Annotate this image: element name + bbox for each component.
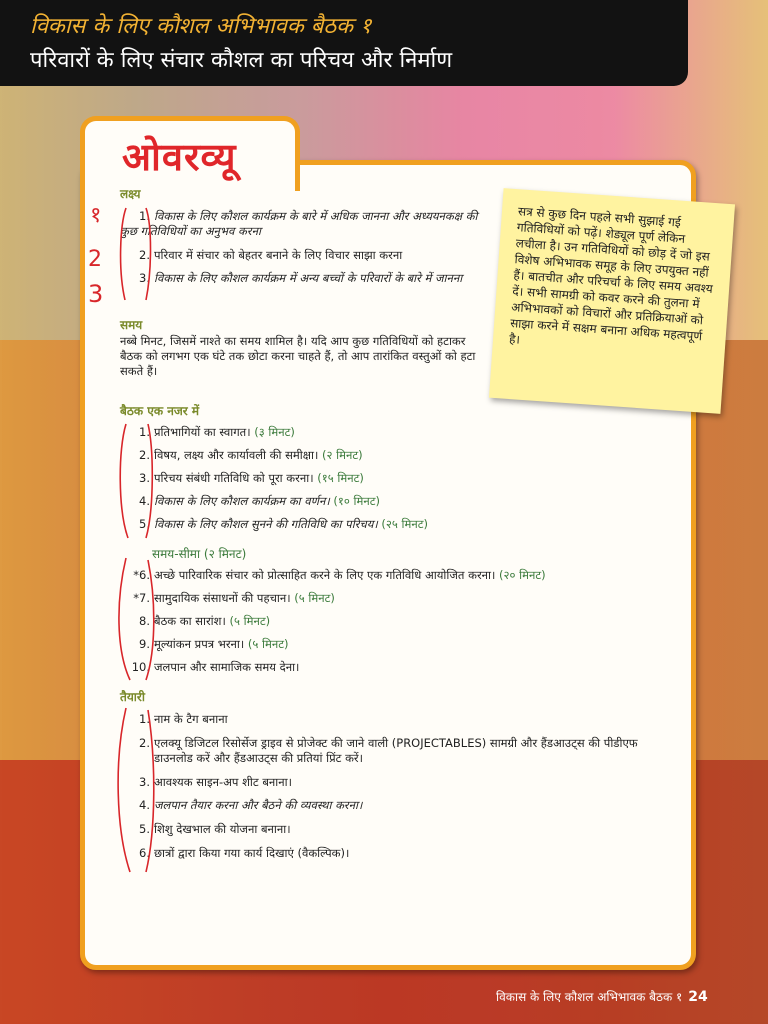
- agenda-duration: (२० मिनट): [499, 568, 546, 582]
- prep-text: एलक्यू डिजिटल रिसोर्सेज ड्राइव से प्रोजेक्ट की जाने वाली (PROJECTABLES) सामग्री और हैंडआउट्स की पीडीएफ डाउनलोड करें और हैंडआउट्स की प्रतियां प्रिंट करें।: [154, 736, 638, 765]
- agenda-item: [120, 494, 640, 509]
- agenda-number: 4.: [139, 494, 150, 508]
- goals-heading: लक्ष्य: [120, 187, 141, 201]
- prep-text: आवश्यक साइन-अप शीट बनाना।: [154, 775, 292, 789]
- prep-number: 2.: [139, 736, 150, 750]
- time-heading: समय: [120, 318, 143, 332]
- prep-text: शिशु देखभाल की योजना बनाना।: [154, 822, 291, 836]
- agenda-number: 9.: [139, 637, 150, 651]
- agenda-item: [120, 471, 640, 486]
- agenda-duration: (५ मिनट): [294, 591, 335, 605]
- agenda-item: [120, 448, 640, 463]
- agenda-duration: (२५ मिनट): [381, 517, 429, 531]
- agenda-number: *7.: [133, 591, 150, 605]
- agenda-duration: (५ मिनट): [229, 614, 271, 628]
- agenda-text: विषय, लक्ष्य और कार्यावली की समीक्षा।: [154, 448, 319, 462]
- agenda-duration: (३ मिनट): [254, 425, 295, 439]
- agenda-number: 10.: [131, 660, 150, 674]
- agenda-number: *6.: [133, 568, 150, 582]
- page-footer: [496, 988, 708, 1005]
- goal-text: परिवार में संचार को बेहतर बनाने के लिए विचार साझा करना: [154, 248, 403, 262]
- handwritten-number: १: [90, 203, 102, 228]
- agenda-duration: (१० मिनट): [333, 494, 381, 508]
- prep-item: [120, 798, 640, 813]
- prep-item: [120, 712, 640, 727]
- goal-number: 1.: [139, 209, 150, 223]
- agenda-text: मूल्यांकन प्रपत्र भरना।: [154, 637, 245, 651]
- footer-title: विकास के लिए कौशल अभिभावक बैठक १: [496, 990, 683, 1004]
- prep-heading: तैयारी: [120, 690, 145, 704]
- agenda-text: प्रतिभागियों का स्वागत।: [154, 425, 251, 439]
- series-title: विकास के लिए कौशल अभिभावक बैठक १: [30, 14, 372, 39]
- prep-number: 3.: [139, 775, 150, 789]
- prep-number: 4.: [139, 798, 150, 812]
- agenda-number: 3.: [139, 471, 150, 485]
- header-bar: [0, 0, 688, 86]
- goal-text: विकास के लिए कौशल कार्यक्रम में अन्य बच्चों के परिवारों के बारे में जानना: [154, 271, 463, 285]
- goal-item: [120, 209, 480, 239]
- agenda-number: 8.: [139, 614, 150, 628]
- prep-item: [120, 846, 640, 861]
- agenda-item: [120, 568, 640, 583]
- prep-number: 6.: [139, 846, 150, 860]
- agenda-item: [120, 591, 640, 606]
- goal-number: 2.: [139, 248, 150, 262]
- agenda-duration: (२ मिनट): [321, 448, 363, 462]
- handwritten-number: 2: [88, 247, 102, 272]
- sticky-note: सत्र से कुछ दिन पहले सभी सुझाई गई गतिविधियों को पढ़ें। शेड्यूल पूर्ण लेकिन लचीला है। उन गतिविधियों को छोड़ दें जो इस विशेष अभिभावक समूह के लिए उपयुक्त नहीं हैं। बातचीत और परिचर्चा के लिए समय अवश्य दें। सभी सामग्री को कवर करने की तुलना में अभिभावकों को विचारों और प्रतिक्रियाओं को साझा करने में सक्षम बनाना अधिक महत्वपूर्ण है।: [489, 188, 735, 414]
- prep-text: छात्रों द्वारा किया गया कार्य दिखाएं (वैकल्पिक)।: [154, 846, 350, 860]
- agenda-duration: (५ मिनट): [247, 637, 289, 651]
- prep-item: [120, 822, 640, 837]
- goal-item: [120, 271, 480, 286]
- agenda-item: [120, 517, 640, 532]
- prep-text: नाम के टैग बनाना: [154, 712, 228, 726]
- agenda-item: [120, 660, 640, 675]
- prep-number: 1.: [139, 712, 150, 726]
- agenda-item: [120, 637, 640, 652]
- agenda-text: जलपान और सामाजिक समय देना।: [154, 660, 300, 674]
- handwritten-number: 3: [88, 280, 104, 308]
- goal-text: विकास के लिए कौशल कार्यक्रम के बारे में अधिक जानना और अध्ययनकक्ष की कुछ गतिविधियों का अनुभव करना: [120, 209, 478, 238]
- time-paragraph: नब्बे मिनट, जिसमें नाश्ते का समय शामिल है। यदि आप कुछ गतिविधियों को हटाकर बैठक को लगभग एक घंटे तक छोटा करना चाहते हैं, तो आप तारांकित वस्तुओं को हटा सकते हैं।: [120, 334, 476, 378]
- meeting-subtitle: परिवारों के लिए संचार कौशल का परिचय और निर्माण: [30, 48, 453, 73]
- prep-item: [120, 775, 640, 790]
- agenda-number: 1.: [139, 425, 150, 439]
- agenda-text: सामुदायिक संसाधनों की पहचान।: [154, 591, 291, 605]
- page-title: ओवरव्यू: [122, 135, 237, 179]
- agenda-duration: (१५ मिनट): [317, 471, 364, 485]
- timebox-label: समय-सीमा (२ मिनट): [152, 547, 247, 561]
- goal-number: 3.: [139, 271, 150, 285]
- prep-item: [120, 736, 674, 766]
- agenda-text: अच्छे पारिवारिक संचार को प्रोत्साहित करने के लिए एक गतिविधि आयोजित करना।: [154, 568, 496, 582]
- agenda-text: परिचय संबंधी गतिविधि को पूरा करना।: [154, 471, 314, 485]
- prep-text: जलपान तैयार करना और बैठने की व्यवस्था करना।: [154, 798, 363, 812]
- goal-item: [120, 248, 480, 263]
- agenda-number: 5.: [139, 517, 150, 531]
- agenda-text: विकास के लिए कौशल कार्यक्रम का वर्णन।: [154, 494, 330, 508]
- agenda-text: विकास के लिए कौशल सुनने की गतिविधि का परिचय।: [154, 517, 378, 531]
- agenda-heading: बैठक एक नजर में: [120, 404, 200, 418]
- agenda-number: 2.: [139, 448, 150, 462]
- agenda-item: [120, 614, 640, 629]
- prep-number: 5.: [139, 822, 150, 836]
- agenda-item: [120, 425, 640, 440]
- page-number: 24: [688, 989, 708, 1005]
- agenda-text: बैठक का सारांश।: [154, 614, 226, 628]
